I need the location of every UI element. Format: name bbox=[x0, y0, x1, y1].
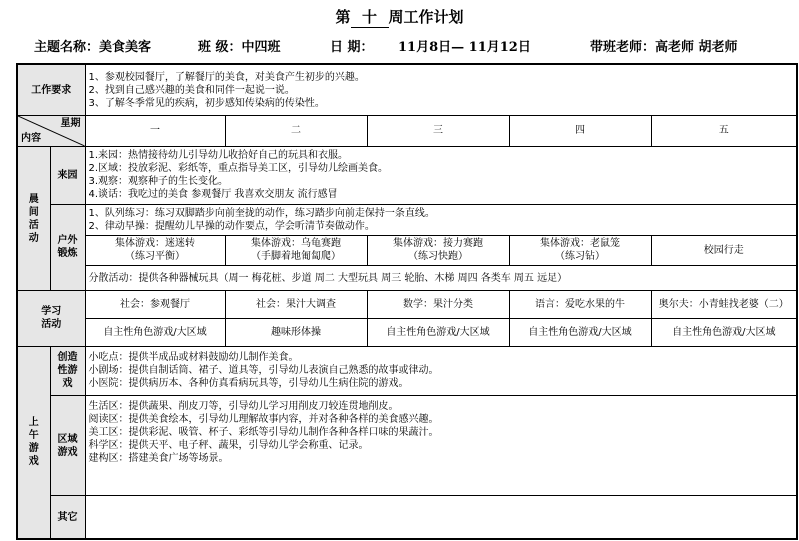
arrival-row bbox=[17, 146, 797, 204]
creative-line: 小吃点：提供半成品或材料鼓励幼儿制作美食。 bbox=[88, 352, 299, 364]
morning-activity-text: 晨间活动 bbox=[28, 193, 39, 244]
info-row bbox=[0, 36, 799, 56]
date-value: 11月8日— 11月12日 bbox=[398, 40, 531, 55]
area-line: 科学区：提供天平、电子秤、蔬果，引导幼儿学会称重、记录。 bbox=[88, 440, 369, 452]
day-tuesday: 二 bbox=[225, 116, 367, 147]
creative-line: 小剧场：提供自制话筒、裙子、道具等，引导幼儿表演自己熟悉的故事或律动。 bbox=[88, 365, 439, 377]
outdoor-exercise-text: 户外锻炼 bbox=[57, 235, 78, 260]
study2-wednesday: 自主性角色游戏/大区域 bbox=[367, 318, 509, 346]
study2-friday: 自主性角色游戏/大区域 bbox=[651, 318, 797, 346]
study-row-2 bbox=[17, 318, 797, 346]
study-activity-label bbox=[17, 291, 85, 347]
scatter-activity-row bbox=[17, 266, 797, 291]
creative-game-row bbox=[17, 346, 797, 395]
game-title: 校园行走 bbox=[703, 244, 744, 256]
theme-name: 主题名称：美食美客 bbox=[34, 40, 152, 55]
game-subtitle: （练习平衡） bbox=[125, 251, 185, 263]
content-label: 内容 bbox=[21, 132, 41, 144]
other-label: 其它 bbox=[50, 496, 85, 539]
day-monday: 一 bbox=[85, 116, 225, 147]
game-thursday bbox=[509, 235, 651, 266]
creative-game-text: 创造性游戏 bbox=[57, 352, 78, 390]
game-subtitle: （手脚着地匍匐爬） bbox=[251, 251, 341, 263]
study2-tuesday: 趣味形体操 bbox=[225, 318, 367, 346]
area-line: 美工区：提供彩泥、吸管、杯子、彩纸等引导幼儿制作各种各样口味的果蔬汁。 bbox=[88, 427, 439, 439]
study-row-1 bbox=[17, 291, 797, 319]
diagonal-header-cell bbox=[17, 116, 85, 147]
outdoor-line: 2、律动早操：提醒幼儿早操的动作要点，学会听清节奏做动作。 bbox=[88, 220, 375, 232]
area-game-row bbox=[17, 396, 797, 496]
arrival-content bbox=[85, 146, 797, 204]
area-line: 阅读区：提供美食绘本，引导幼儿理解故事内容，并对各种各样的美食感兴趣。 bbox=[88, 414, 439, 426]
game-tuesday bbox=[225, 235, 367, 266]
page-title bbox=[0, 6, 799, 28]
game-subtitle: （练习钻） bbox=[555, 251, 605, 263]
arrival-label: 来园 bbox=[50, 146, 85, 204]
date-label: 日 期： bbox=[330, 40, 374, 55]
study2-thursday: 自主性角色游戏/大区域 bbox=[509, 318, 651, 346]
requirement-line: 1、参观校园餐厅，了解餐厅的美食，对美食产生初步的兴趣。 bbox=[88, 71, 365, 83]
day-friday: 五 bbox=[651, 116, 797, 147]
other-row bbox=[17, 496, 797, 539]
game-title: 集体游戏：乌龟赛跑 bbox=[251, 238, 341, 250]
outdoor-exercise-label bbox=[50, 204, 85, 291]
study-thursday: 语言：爱吃水果的牛 bbox=[509, 291, 651, 319]
outdoor-drill-row bbox=[17, 204, 797, 235]
week-label: 星期 bbox=[60, 118, 81, 130]
game-monday bbox=[85, 235, 225, 266]
area-game-label bbox=[50, 396, 85, 496]
forenoon-game-label bbox=[17, 346, 50, 539]
other-content bbox=[85, 496, 797, 539]
area-game-content bbox=[85, 396, 797, 496]
requirement-line: 2、找到自己感兴趣的美食和同伴一起说一说。 bbox=[88, 84, 295, 96]
group-games-row bbox=[17, 235, 797, 266]
game-title: 集体游戏：接力赛跑 bbox=[393, 238, 483, 250]
study-tuesday: 社会：果汁大调查 bbox=[225, 291, 367, 319]
game-title: 集体游戏：迷迷转 bbox=[115, 238, 195, 250]
creative-line: 小医院：提供病历本、各种仿真看病玩具等，引导幼儿生病住院的游戏。 bbox=[88, 378, 409, 390]
area-line: 建构区：搭建美食广场等场景。 bbox=[88, 453, 229, 465]
study2-monday: 自主性角色游戏/大区域 bbox=[85, 318, 225, 346]
study-monday: 社会：参观餐厅 bbox=[85, 291, 225, 319]
arrival-line: 1.来园：热情接待幼儿引导幼儿收拾好自己的玩具和衣服。 bbox=[88, 150, 349, 162]
scatter-activity-text: 分散活动：提供各种器械玩具（周一 梅花桩、步道 周二 大型玩具 周三 轮胎、木梯 周四 各类车 周五 远足） bbox=[88, 272, 568, 284]
forenoon-game-text: 上午游戏 bbox=[28, 417, 39, 468]
study-friday: 奥尔夫：小青蛙找老婆（二） bbox=[651, 291, 797, 319]
requirements-content bbox=[85, 64, 797, 116]
game-subtitle: （练习快跑） bbox=[408, 251, 468, 263]
requirements-row bbox=[17, 64, 797, 116]
creative-game-content bbox=[85, 346, 797, 395]
study-wednesday: 数学：果汁分类 bbox=[367, 291, 509, 319]
game-friday bbox=[651, 235, 797, 266]
morning-activity-label bbox=[17, 146, 50, 290]
requirement-line: 3、了解冬季常见的疾病，初步感知传染病的传染性。 bbox=[88, 97, 325, 109]
day-wednesday: 三 bbox=[367, 116, 509, 147]
outdoor-drill-content bbox=[85, 204, 797, 235]
area-game-text: 区域游戏 bbox=[57, 433, 78, 458]
study-activity-text: 学习活动 bbox=[41, 306, 62, 331]
scatter-activity bbox=[85, 266, 797, 291]
day-thursday: 四 bbox=[509, 116, 651, 147]
requirements-label: 工作要求 bbox=[17, 64, 85, 116]
arrival-line: 2.区域：投放彩泥、彩纸等，重点指导美工区，引导幼儿绘画美食。 bbox=[88, 163, 389, 175]
title-suffix: 周工作计划 bbox=[388, 8, 464, 26]
class-name: 班 级：中四班 bbox=[198, 40, 281, 55]
weekly-plan-table bbox=[16, 63, 798, 540]
teachers: 带班老师：高老师 胡老师 bbox=[590, 40, 738, 55]
creative-game-label bbox=[50, 346, 85, 395]
area-line: 生活区：提供蔬果、削皮刀等，引导幼儿学习用削皮刀较连贯地削皮。 bbox=[88, 401, 399, 413]
outdoor-line: 1、队列练习：练习双脚踏步向前奎拢的动作，练习踏步向前走保持一条直线。 bbox=[88, 207, 435, 219]
arrival-line: 4.谈话：我吃过的美食 参观餐厅 我喜欢交朋友 流行感冒 bbox=[88, 189, 338, 201]
game-title: 集体游戏：老鼠笼 bbox=[540, 238, 620, 250]
title-prefix: 第 bbox=[335, 8, 351, 26]
weekday-header-row bbox=[17, 116, 797, 147]
week-number: 十 bbox=[351, 6, 389, 28]
arrival-line: 3.观察：观察种子的生长变化。 bbox=[88, 176, 229, 188]
game-wednesday bbox=[367, 235, 509, 266]
